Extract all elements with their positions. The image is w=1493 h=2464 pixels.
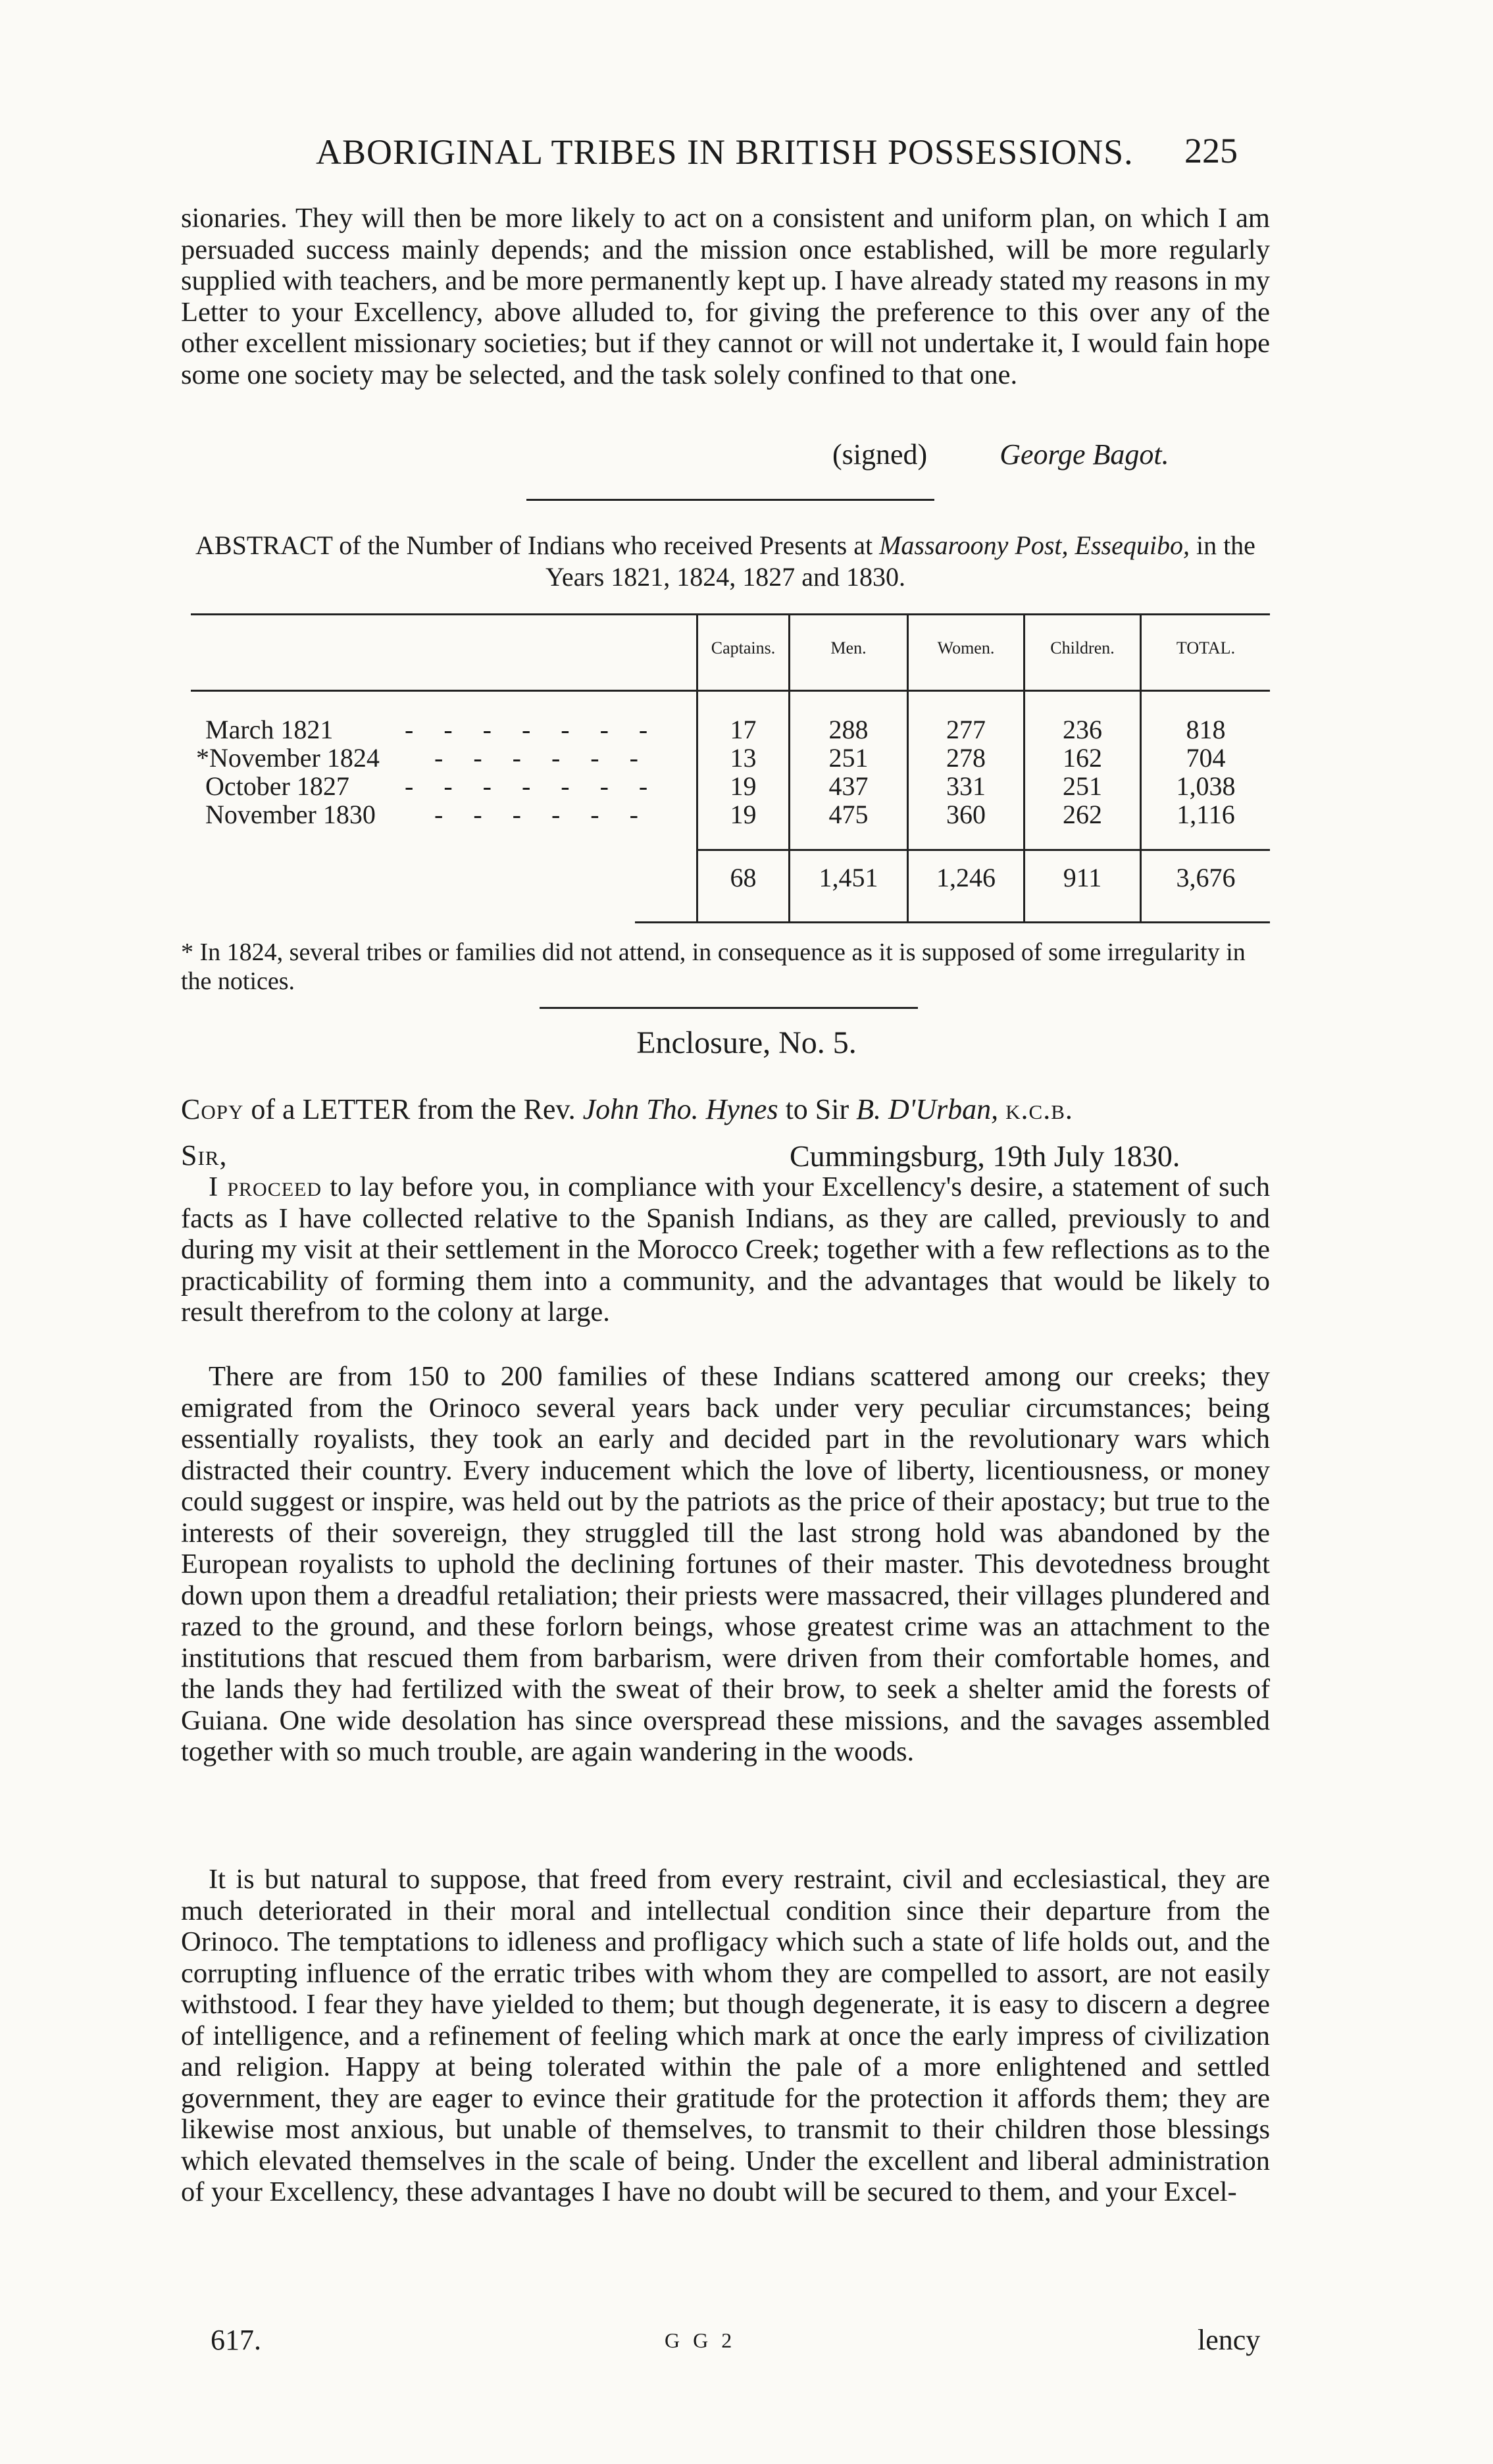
copy-label: Copy (181, 1093, 244, 1125)
body-paragraph-3: It is but natural to suppose, that freed from every restraint, civil and ecclesiastical, they are much deteriorated in their moral and intellectual condition since their departure from the Orinoco. The temptations to idleness and profligacy which such a state of life holds out, and the corrupting influence of the erratic tribes with whom they are compelled to assort, are not easily withstood. I fear they have yielded to them; but though degenerate, it is easy to discern a degree of intelligence, and a refinement of feeling which mark at once the early impress of civilization and religion. Happy at being tolerated within the pale of a more enlightened and settled government, they are eager to evince their gratitude for the protection it affords them; they are likewise most anxious, but unable of themselves, to transmit to their children those blessings which elevated themselves in the scale of being. Under the excellent and liberal administration of your Excellency, these advantages I have no doubt will be secured to them, and your Excel- (181, 1864, 1270, 2207)
col-header-total: TOTAL. (1176, 638, 1236, 657)
paragraph-text: to lay before you, in compliance with your Excellency's desire, a statement of such facts as I have collected relative to the Spanish Indians, as they are called, previously to and during my visit at their settlement in the Morocco Creek; together with a few reflections as to the practicability of forming them into a community, and the advantages that would be likely to result therefrom to the colony at large. (181, 1171, 1270, 1327)
cell-total: 1,116 (1177, 800, 1235, 829)
abstract-place: Massaroony Post, Essequibo, (879, 530, 1190, 560)
cell-captains: 19 (730, 800, 757, 829)
row-leader-dashes: - - - - - - (434, 743, 650, 773)
copy-from: from the Rev. (410, 1093, 583, 1125)
col-header-captains: Captains. (711, 638, 776, 657)
row-label: October 1827 (205, 771, 349, 801)
row-leader-dashes: - - - - - - - (405, 715, 660, 744)
cell-total: 1,038 (1176, 771, 1236, 801)
col-header-men: Men. (830, 638, 867, 657)
cell-men: 288 (828, 715, 869, 744)
col-header-women: Women. (937, 638, 995, 657)
table-header-rule (191, 690, 1270, 692)
abstract-heading (181, 530, 1270, 593)
letter-recipient: B. D'Urban, (856, 1093, 999, 1125)
paragraph-lead: I proceed (209, 1171, 322, 1202)
recipient-title: k.c.b. (1005, 1093, 1073, 1125)
total-men: 1,451 (819, 863, 878, 892)
cell-children: 251 (1063, 771, 1102, 801)
signature-line (832, 438, 1169, 471)
top-paragraph: sionaries. They will then be more likely to act on a consistent and uniform plan, on which I am persuaded success mainly depends; and the mission once established, will be more regularly supplied with teachers, and be more permanently kept up. I have already stated my reasons in my Letter to your Excellency, above alluded to, for giving the preference to this over any of the other excellent missionary societies; but if they cannot or will not undertake it, I would fain hope some one society may be selected, and the task solely confined to that one. (181, 203, 1270, 390)
cell-children: 162 (1063, 743, 1102, 773)
footnote: * In 1824, several tribes or families did not attend, in consequence as it is supposed of some irregularity in the notices. (181, 938, 1246, 995)
cell-captains: 13 (730, 743, 757, 773)
cell-women: 278 (946, 743, 986, 773)
cell-women: 360 (946, 800, 986, 829)
cell-captains: 19 (730, 771, 757, 801)
cell-children: 236 (1063, 715, 1102, 744)
letter-heading (181, 1092, 1073, 1126)
total-captains: 68 (730, 863, 757, 892)
abstract-text-2: in the Years 1821, 1824, 1827 and 1830. (545, 530, 1255, 592)
row-leader-dashes: - - - - - - (434, 800, 650, 829)
table-bottom-rule (635, 921, 1270, 923)
cell-total: 704 (1186, 743, 1226, 773)
row-leader-dashes: - - - - - - - (405, 771, 660, 801)
abstract-text-1: of the Number of Indians who received Presents at (332, 530, 880, 560)
table-total-rule (696, 849, 1270, 851)
signature-mark: G G 2 (665, 2328, 736, 2352)
salutation: Sir, (181, 1139, 228, 1171)
total-grand: 3,676 (1176, 863, 1236, 892)
row-label: November 1830 (205, 800, 376, 829)
letter-author: John Tho. Hynes (582, 1093, 778, 1125)
page-number: 225 (1184, 131, 1238, 170)
copy-of: of a (243, 1093, 303, 1125)
enclosure-heading: Enclosure, No. 5. (636, 1025, 857, 1060)
body-paragraph-1 (181, 1171, 1270, 1328)
table-top-rule (191, 613, 1270, 615)
signed-label: (signed) (832, 438, 928, 471)
row-label: *November 1824 (196, 743, 380, 773)
total-women: 1,246 (936, 863, 996, 892)
abstract-lead: ABSTRACT (195, 530, 333, 560)
section-divider (526, 499, 934, 501)
total-children: 911 (1063, 863, 1102, 892)
cell-men: 437 (828, 771, 869, 801)
cell-men: 251 (828, 743, 869, 773)
footer-number: 617. (211, 2324, 261, 2356)
catchword: lency (1198, 2324, 1261, 2356)
cell-women: 331 (946, 771, 986, 801)
cell-women: 277 (946, 715, 986, 744)
row-label: March 1821 (205, 715, 334, 744)
section-divider (540, 1007, 918, 1009)
cell-children: 262 (1063, 800, 1102, 829)
cell-men: 475 (828, 800, 869, 829)
place-date: Cummingsburg, 19th July 1830. (790, 1139, 1180, 1173)
signatory-name: George Bagot. (1000, 438, 1169, 471)
cell-total: 818 (1186, 715, 1226, 744)
body-paragraph-2: There are from 150 to 200 families of these Indians scattered among our creeks; they emigrated from the Orinoco several years back under very peculiar circumstances; being essentially royalists, they took an early and decided part in the revolutionary wars which distracted their country. Every inducement which the love of liberty, licentiousness, or money could suggest or inspire, was held out by the patriots as the price of their apostacy; but true to the interests of their sovereign, they struggled till the last strong hold was abandoned by the European royalists to uphold the declining fortunes of their master. This devotedness brought down upon them a dreadful retaliation; their priests were massacred, their villages plundered and razed to the ground, and these forlorn beings, whose greatest crime was an attachment to the institutions that rescued them from barbarism, were driven from their comfortable homes, and the lands they had fertilized with the sweat of their brow, to seek a shelter amid the forests of Guiana. One wide desolation has since overspread these missions, and the savages assembled together with so much trouble, are again wandering in the woods. (181, 1361, 1270, 1767)
cell-captains: 17 (730, 715, 757, 744)
running-title: ABORIGINAL TRIBES IN BRITISH POSSESSIONS. (316, 132, 1134, 172)
letter-label: LETTER (302, 1093, 411, 1125)
copy-to: to Sir (778, 1093, 857, 1125)
col-header-children: Children. (1050, 638, 1115, 657)
